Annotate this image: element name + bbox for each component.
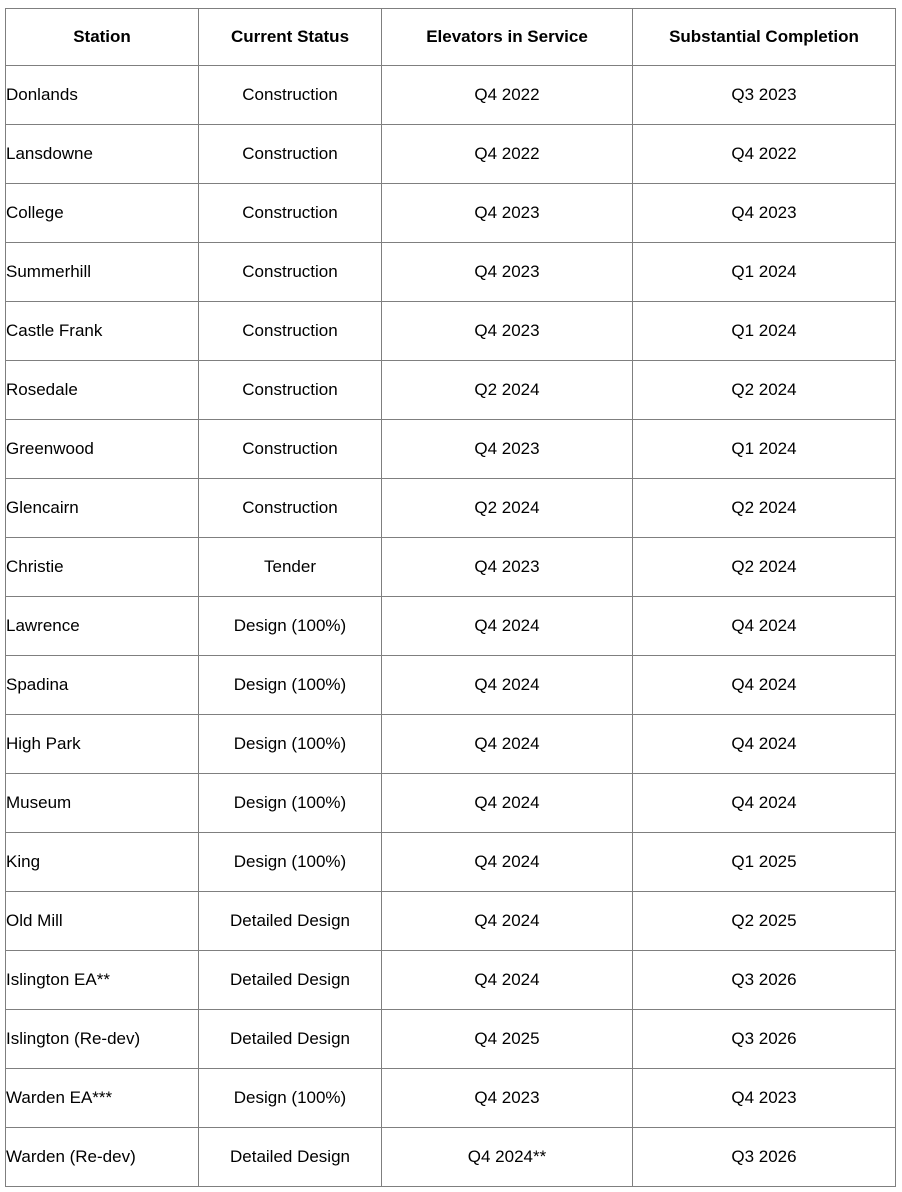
cell-status: Construction	[199, 66, 382, 125]
cell-elevators: Q4 2023	[382, 302, 633, 361]
cell-elevators: Q4 2024	[382, 951, 633, 1010]
table-body	[6, 66, 896, 1187]
table-header-row	[6, 9, 896, 66]
cell-elevators: Q4 2024	[382, 656, 633, 715]
cell-completion: Q4 2024	[633, 656, 896, 715]
cell-status: Tender	[199, 538, 382, 597]
cell-status: Design (100%)	[199, 833, 382, 892]
cell-station: Donlands	[6, 66, 199, 125]
cell-elevators: Q4 2023	[382, 1069, 633, 1128]
cell-completion: Q3 2026	[633, 1128, 896, 1187]
cell-completion: Q4 2024	[633, 715, 896, 774]
cell-station: Islington (Re-dev)	[6, 1010, 199, 1069]
table-row	[6, 66, 896, 125]
cell-station: Old Mill	[6, 892, 199, 951]
table-row	[6, 1128, 896, 1187]
cell-status: Construction	[199, 420, 382, 479]
table-row	[6, 184, 896, 243]
cell-elevators: Q4 2024	[382, 597, 633, 656]
cell-elevators: Q4 2022	[382, 66, 633, 125]
cell-completion: Q2 2025	[633, 892, 896, 951]
cell-station: Museum	[6, 774, 199, 833]
cell-station: Spadina	[6, 656, 199, 715]
cell-status: Detailed Design	[199, 1128, 382, 1187]
cell-status: Design (100%)	[199, 597, 382, 656]
cell-completion: Q1 2024	[633, 420, 896, 479]
cell-station: Greenwood	[6, 420, 199, 479]
cell-elevators: Q4 2023	[382, 184, 633, 243]
cell-completion: Q3 2026	[633, 1010, 896, 1069]
cell-elevators: Q4 2025	[382, 1010, 633, 1069]
cell-status: Design (100%)	[199, 774, 382, 833]
cell-status: Design (100%)	[199, 715, 382, 774]
cell-completion: Q4 2022	[633, 125, 896, 184]
cell-status: Construction	[199, 184, 382, 243]
column-header-status: Current Status	[199, 9, 382, 66]
table-row	[6, 833, 896, 892]
cell-station: Rosedale	[6, 361, 199, 420]
cell-completion: Q3 2026	[633, 951, 896, 1010]
cell-status: Detailed Design	[199, 892, 382, 951]
cell-completion: Q4 2023	[633, 1069, 896, 1128]
cell-station: Summerhill	[6, 243, 199, 302]
cell-status: Construction	[199, 243, 382, 302]
cell-completion: Q4 2024	[633, 774, 896, 833]
cell-status: Construction	[199, 125, 382, 184]
table-row	[6, 538, 896, 597]
column-header-station: Station	[6, 9, 199, 66]
cell-completion: Q1 2025	[633, 833, 896, 892]
cell-station: Glencairn	[6, 479, 199, 538]
cell-station: Lansdowne	[6, 125, 199, 184]
cell-elevators: Q4 2022	[382, 125, 633, 184]
column-header-elevators: Elevators in Service	[382, 9, 633, 66]
cell-station: Castle Frank	[6, 302, 199, 361]
cell-status: Construction	[199, 302, 382, 361]
cell-status: Construction	[199, 361, 382, 420]
cell-completion: Q1 2024	[633, 243, 896, 302]
cell-elevators: Q2 2024	[382, 361, 633, 420]
table-row	[6, 774, 896, 833]
cell-elevators: Q4 2023	[382, 420, 633, 479]
cell-completion: Q3 2023	[633, 66, 896, 125]
cell-status: Design (100%)	[199, 656, 382, 715]
cell-status: Construction	[199, 479, 382, 538]
cell-station: Christie	[6, 538, 199, 597]
cell-completion: Q1 2024	[633, 302, 896, 361]
table-row	[6, 479, 896, 538]
cell-completion: Q4 2024	[633, 597, 896, 656]
cell-elevators: Q4 2024**	[382, 1128, 633, 1187]
table-row	[6, 420, 896, 479]
column-header-completion: Substantial Completion	[633, 9, 896, 66]
cell-elevators: Q4 2024	[382, 715, 633, 774]
table-row	[6, 951, 896, 1010]
cell-station: High Park	[6, 715, 199, 774]
table-row	[6, 1069, 896, 1128]
table-row	[6, 892, 896, 951]
table-row	[6, 125, 896, 184]
table-row	[6, 361, 896, 420]
cell-station: Warden (Re-dev)	[6, 1128, 199, 1187]
cell-elevators: Q2 2024	[382, 479, 633, 538]
cell-station: Islington EA**	[6, 951, 199, 1010]
cell-completion: Q2 2024	[633, 361, 896, 420]
cell-elevators: Q4 2023	[382, 243, 633, 302]
cell-elevators: Q4 2023	[382, 538, 633, 597]
cell-status: Detailed Design	[199, 1010, 382, 1069]
cell-elevators: Q4 2024	[382, 833, 633, 892]
cell-station: Warden EA***	[6, 1069, 199, 1128]
table-row	[6, 656, 896, 715]
cell-status: Detailed Design	[199, 951, 382, 1010]
table-row	[6, 243, 896, 302]
station-accessibility-table	[5, 8, 896, 1187]
cell-station: College	[6, 184, 199, 243]
cell-station: King	[6, 833, 199, 892]
table-row	[6, 597, 896, 656]
table-row	[6, 302, 896, 361]
cell-status: Design (100%)	[199, 1069, 382, 1128]
cell-completion: Q2 2024	[633, 538, 896, 597]
cell-station: Lawrence	[6, 597, 199, 656]
cell-elevators: Q4 2024	[382, 892, 633, 951]
table-header	[6, 9, 896, 66]
table-row	[6, 1010, 896, 1069]
cell-completion: Q4 2023	[633, 184, 896, 243]
table-row	[6, 715, 896, 774]
cell-completion: Q2 2024	[633, 479, 896, 538]
cell-elevators: Q4 2024	[382, 774, 633, 833]
